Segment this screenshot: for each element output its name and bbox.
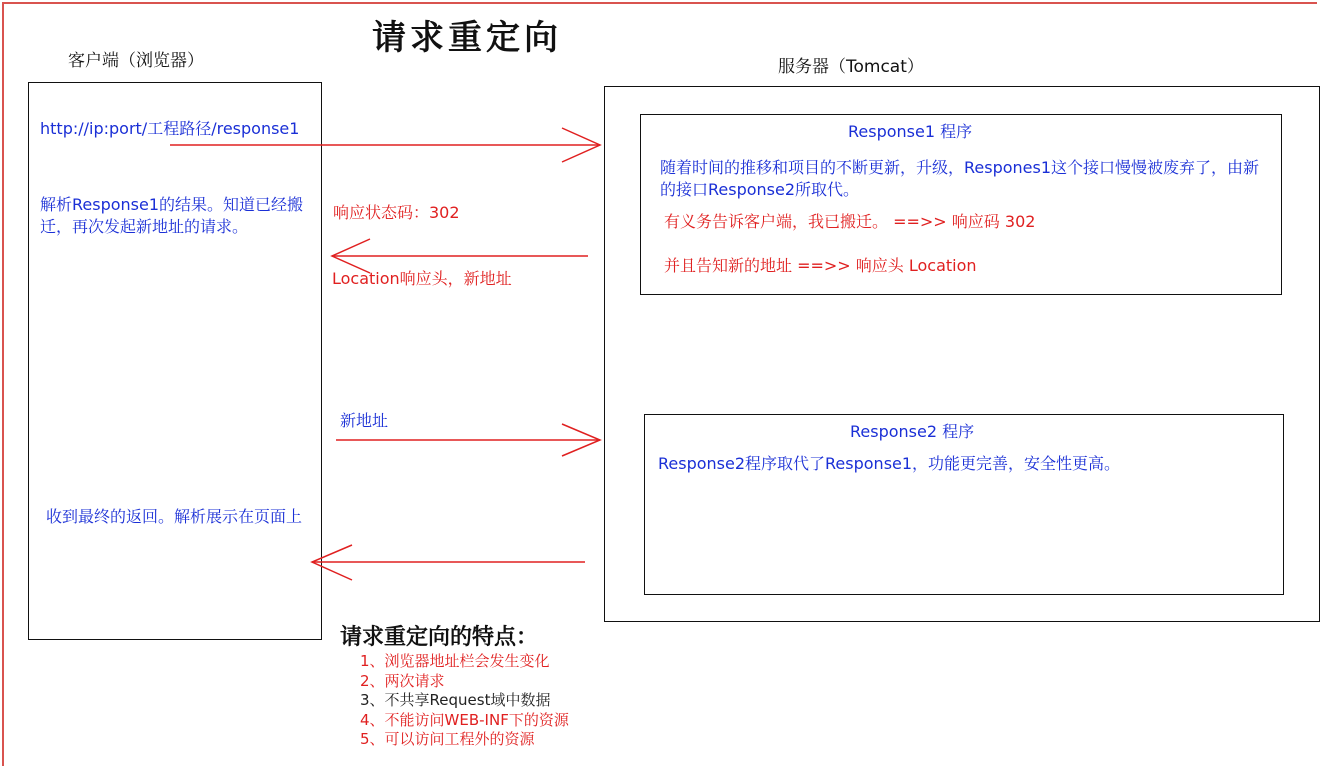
redirect-arrow-left xyxy=(332,239,588,273)
status-code-label: 响应状态码：302 xyxy=(333,203,460,222)
features-list xyxy=(360,652,569,750)
feature-item: 4、不能访问WEB-INF下的资源 xyxy=(360,710,569,729)
feature-item: 3、不共享Request域中数据 xyxy=(360,691,551,709)
new-request-arrow-right xyxy=(336,424,600,456)
response1-desc: 随着时间的推移和项目的不断更新，升级，Respones1这个接口慢慢被废弃了，由新的接口Response2所取代。 xyxy=(660,158,1260,199)
server-label: 服务器（Tomcat） xyxy=(778,57,924,77)
client-final-text: 收到最终的返回。解析展示在页面上 xyxy=(46,507,303,526)
response1-title: Response1 程序 xyxy=(848,122,973,141)
features-title: 请求重定向的特点： xyxy=(340,624,539,650)
new-address-label: 新地址 xyxy=(340,411,389,430)
feature-item: 2、两次请求 xyxy=(360,671,445,690)
client-label: 客户端（浏览器） xyxy=(68,51,204,71)
response2-desc: Response2程序取代了Response1，功能更完善，安全性更高。 xyxy=(658,454,1121,473)
response1-duty-302: 有义务告诉客户端，我已搬迁。 ==>> 响应码 302 xyxy=(664,212,1036,231)
feature-item: 1、浏览器地址栏会发生变化 xyxy=(360,652,550,670)
request-arrow-right xyxy=(170,128,600,162)
diagram-title: 请求重定向 xyxy=(372,18,562,58)
location-header-label: Location响应头，新地址 xyxy=(332,269,512,288)
final-response-arrow-left xyxy=(312,545,585,580)
response2-title: Response2 程序 xyxy=(850,422,975,441)
response1-duty-location: 并且告知新的地址 ==>> 响应头 Location xyxy=(664,256,977,275)
client-parse-text: 解析Response1的结果。知道已经搬迁，再次发起新地址的请求。 xyxy=(40,195,304,236)
request-url: http://ip:port/工程路径/response1 xyxy=(40,119,300,138)
feature-item: 5、可以访问工程外的资源 xyxy=(360,730,535,748)
